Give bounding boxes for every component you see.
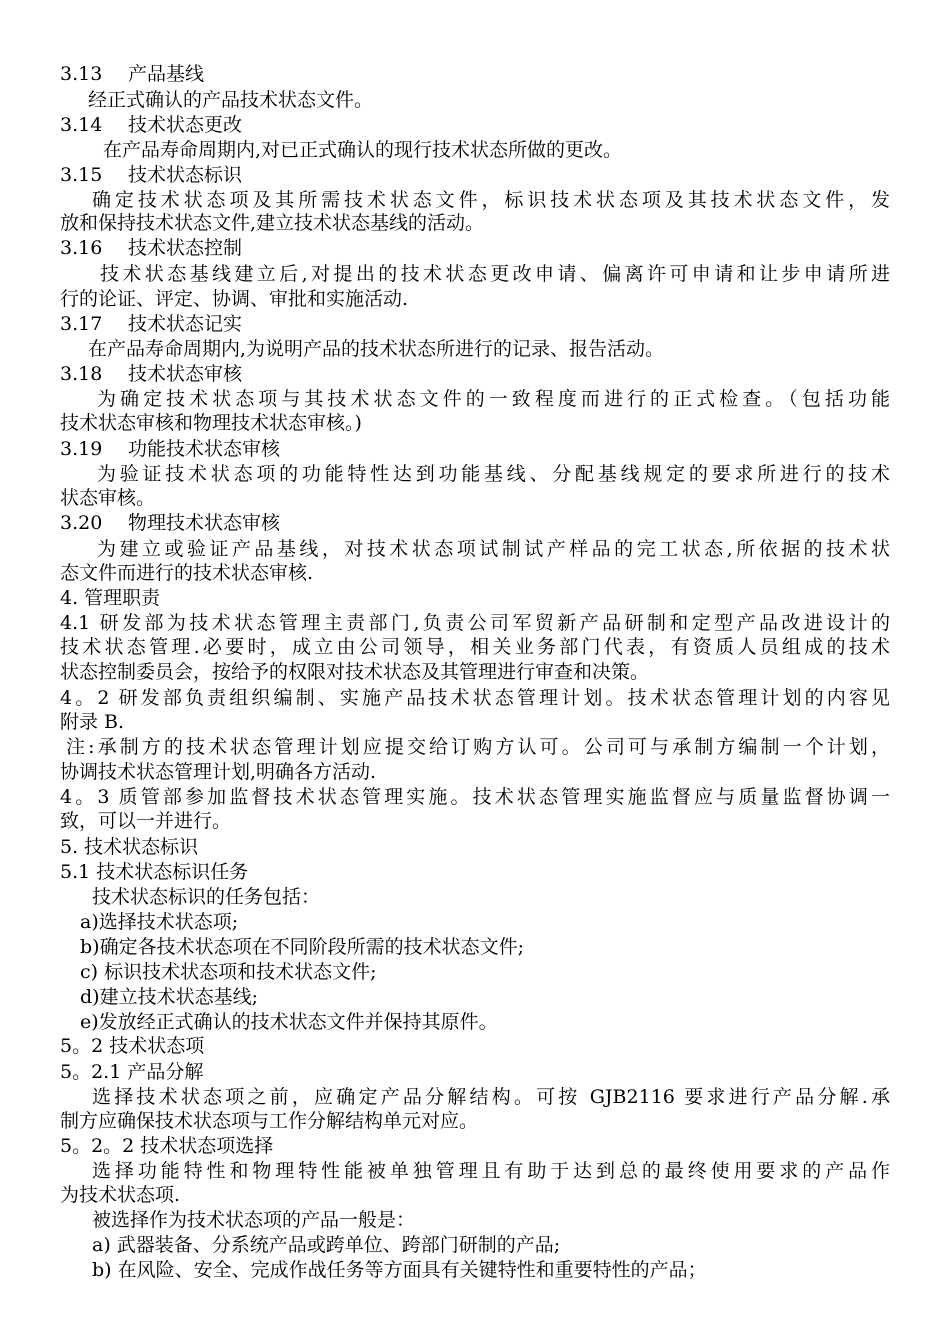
text-line: 5。2 技术状态项	[60, 1035, 205, 1057]
section-number: 3.16	[60, 237, 103, 259]
text-line: 态文件而进行的技术状态审核.	[60, 562, 314, 584]
text-line: 为验证技术状态项的功能特性达到功能基线、分配基线规定的要求所进行的技术	[97, 463, 890, 485]
section-heading	[60, 511, 280, 535]
text-line: 5。2。2 技术状态项选择	[60, 1135, 274, 1157]
text-line: b) 在风险、安全、完成作战任务等方面具有关键特性和重要特性的产品；	[92, 1259, 707, 1281]
text-line: 放和保持技术状态文件,建立技术状态基线的活动。	[60, 212, 485, 234]
text-line: 4.1 研发部为技术状态管理主责部门,负责公司军贸新产品研制和定型产品改进设计的	[60, 612, 890, 634]
text-line: 技术状态标识的任务包括：	[92, 886, 321, 908]
text-line: 技术状态管理.必要时，成立由公司领导，相关业务部门代表，有资质人员组成的技术	[60, 636, 890, 658]
section-heading	[60, 236, 242, 260]
text-line: 5. 技术状态标识	[60, 836, 199, 858]
text-line: a) 武器装备、分系统产品或跨单位、跨部门研制的产品;	[92, 1234, 561, 1256]
text-line: 被选择作为技术状态项的产品一般是：	[92, 1209, 416, 1231]
text-line: 经正式确认的产品技术状态文件。	[88, 89, 374, 111]
text-line: 制方应确保技术状态项与工作分解结构单元对应。	[60, 1110, 479, 1132]
section-title: 技术状态记实	[128, 313, 243, 335]
text-line: 在产品寿命周期内,为说明产品的技术状态所进行的记录、报告活动。	[88, 338, 665, 360]
section-heading	[60, 62, 204, 86]
text-line: 4. 管理职责	[60, 587, 161, 609]
text-line: 注:承制方的技术状态管理计划应提交给订购方认可。公司可与承制方编制一个计划，	[66, 736, 890, 758]
section-number: 3.15	[60, 164, 103, 186]
section-title: 物理技术状态审核	[128, 512, 281, 534]
text-line: 状态控制委员会，按给予的权限对技术状态及其管理进行审查和决策。	[60, 661, 650, 683]
text-line: 在产品寿命周期内,对已正式确认的现行技术状态所做的更改。	[103, 139, 623, 161]
text-line: c) 标识技术状态项和技术状态文件;	[80, 961, 377, 983]
text-line: 为建立或验证产品基线，对技术状态项试制试产样品的完工状态,所依据的技术状	[97, 538, 890, 560]
section-heading	[60, 163, 242, 187]
text-line: 4。3 质管部参加监督技术状态管理实施。技术状态管理实施监督应与质量监督协调一	[60, 786, 890, 808]
section-number: 3.13	[60, 63, 103, 85]
text-line: d)建立技术状态基线;	[80, 986, 258, 1008]
text-line: 为技术状态项.	[60, 1184, 181, 1206]
text-line: 技术状态基线建立后,对提出的技术状态更改申请、偏离许可申请和让步申请所进	[100, 263, 890, 285]
text-line: 确定技术状态项及其所需技术状态文件，标识技术状态项及其技术状态文件，发	[92, 189, 890, 211]
section-title: 功能技术状态审核	[128, 438, 281, 460]
section-title: 产品基线	[128, 63, 205, 85]
section-title: 技术状态审核	[128, 363, 243, 385]
section-heading	[60, 113, 242, 137]
section-title: 技术状态更改	[128, 114, 243, 136]
text-line: 选择功能特性和物理特性能被单独管理且有助于达到总的最终使用要求的产品作	[92, 1160, 890, 1182]
text-line: 选择技术状态项之前，应确定产品分解结构。可按 GJB2116 要求进行产品分解.承	[92, 1086, 890, 1108]
text-line: 协调技术状态管理计划,明确各方活动.	[60, 761, 377, 783]
section-number: 3.20	[60, 512, 103, 534]
section-title: 技术状态控制	[128, 237, 243, 259]
text-line: 为确定技术状态项与其技术状态文件的一致程度而进行的正式检查。（包括功能	[97, 388, 890, 410]
section-number: 3.18	[60, 363, 103, 385]
section-heading	[60, 437, 280, 461]
section-heading	[60, 312, 242, 336]
section-number: 3.19	[60, 438, 103, 460]
section-title: 技术状态标识	[128, 164, 243, 186]
text-line: 附录 B.	[60, 711, 125, 733]
section-number: 3.17	[60, 313, 103, 335]
text-line: 状态审核。	[60, 487, 156, 509]
text-line: 5.1 技术状态标识任务	[60, 861, 249, 883]
text-line: 致，可以一并进行。	[60, 810, 232, 832]
text-line: 4。2 研发部负责组织编制、实施产品技术状态管理计划。技术状态管理计划的内容见	[60, 687, 890, 709]
text-line: e)发放经正式确认的技术状态文件并保持其原件。	[80, 1011, 498, 1033]
text-line: 行的论证、评定、协调、审批和实施活动.	[60, 288, 409, 310]
text-line: a)选择技术状态项;	[80, 911, 239, 933]
text-line: b)确定各技术状态项在不同阶段所需的技术状态文件;	[80, 936, 524, 958]
text-line: 技术状态审核和物理技术状态审核。)	[60, 412, 362, 434]
section-number: 3.14	[60, 114, 103, 136]
text-line: 5。2.1 产品分解	[60, 1061, 204, 1083]
section-heading	[60, 362, 242, 386]
